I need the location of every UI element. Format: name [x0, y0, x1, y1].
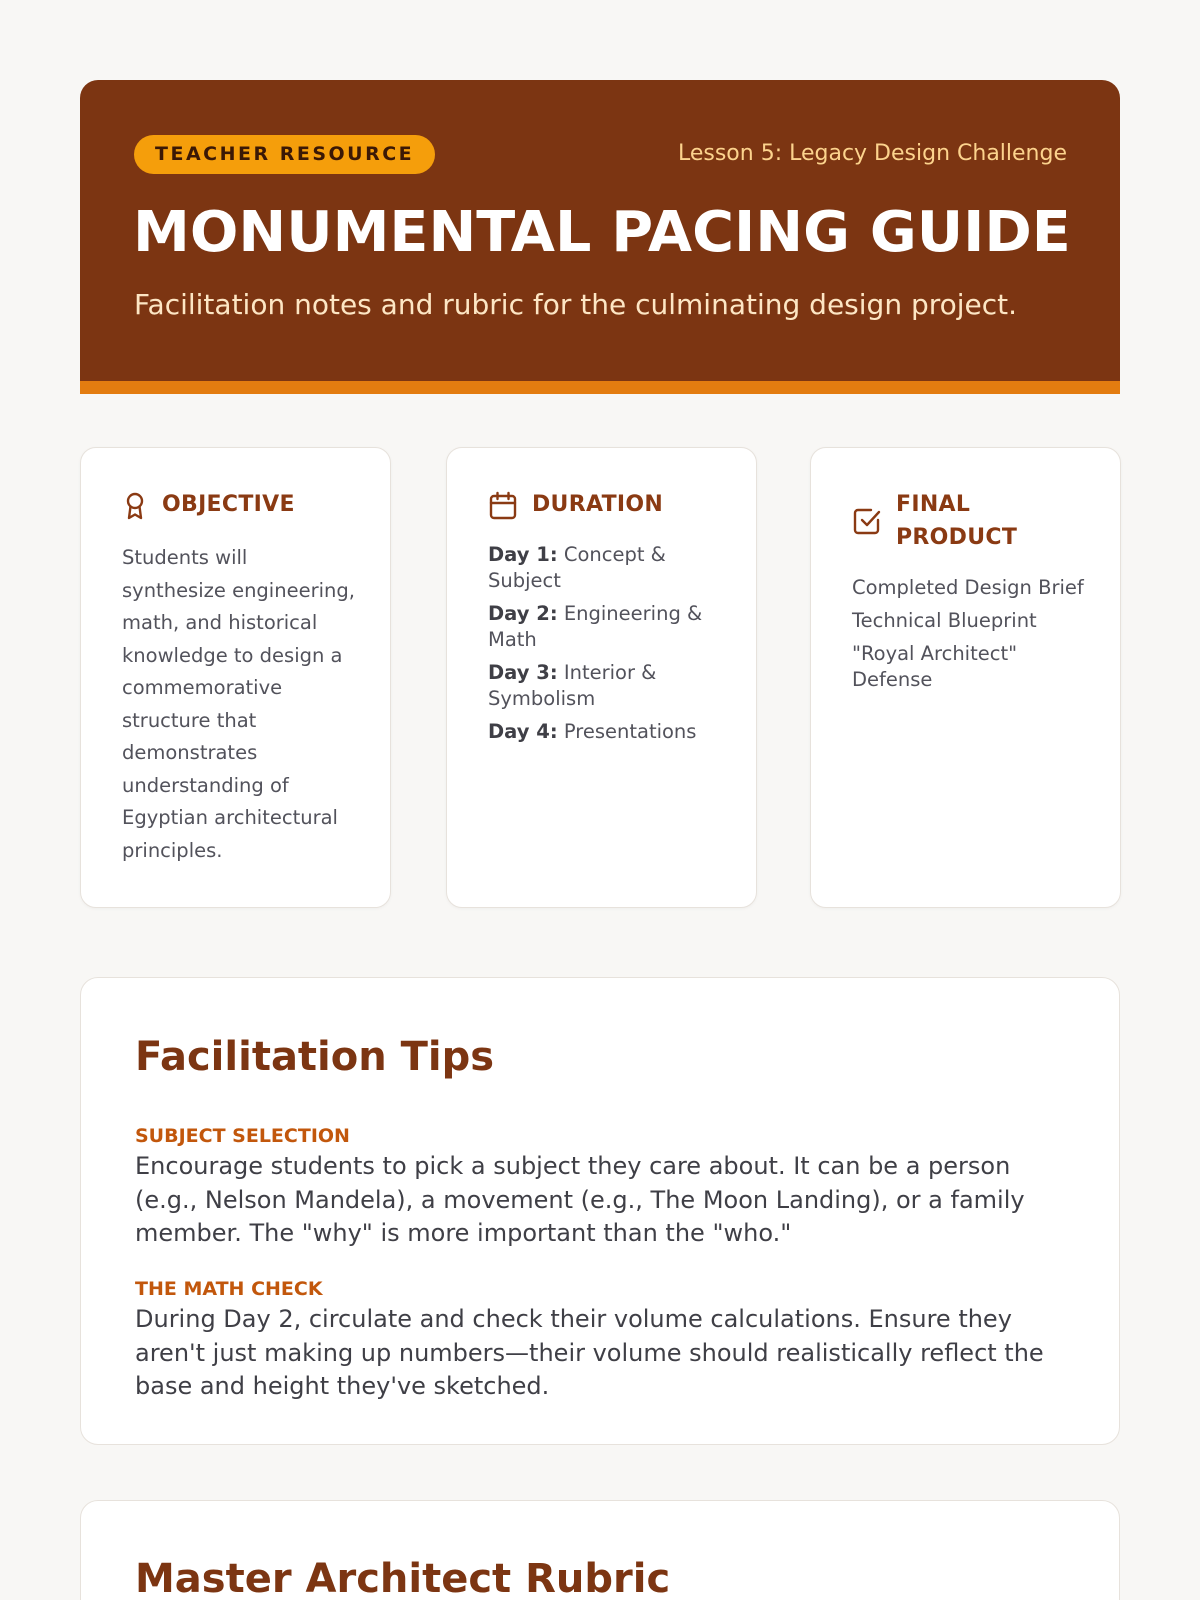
day-text: Presentations	[563, 720, 697, 743]
tip-label-subject-selection: SUBJECT SELECTION	[135, 1125, 350, 1147]
day-label: Day 1:	[488, 543, 558, 566]
objective-card-header	[122, 488, 370, 521]
day-text: Concept & Subject	[488, 543, 666, 592]
final-product-list	[852, 575, 1086, 700]
day-text: Engineering & Math	[488, 602, 703, 651]
duration-day-4	[488, 719, 722, 745]
duration-list	[488, 542, 722, 752]
day-label: Day 4:	[488, 720, 558, 743]
final-product-item: "Royal Architect" Defense	[852, 642, 1018, 691]
objective-text: Students will synthesize engineering, math, and historical knowledge to design a commemorative structure that demonstrates understanding of Egyptian architectural principles.	[122, 546, 355, 862]
tip-text-subject-selection: Encourage students to pick a subject they care about. It can be a person (e.g., Nelson Mandela), a movement (e.g., The Moon Landing), or a family member. The "why" is more important than the "who."	[135, 1152, 1025, 1247]
award-ribbon-icon	[122, 491, 148, 521]
duration-day-3	[488, 660, 722, 712]
facilitation-tips-section	[80, 977, 1120, 1445]
facilitation-tips-heading: Facilitation Tips	[135, 1034, 495, 1080]
final-product-card	[810, 447, 1121, 908]
lesson-label: Lesson 5: Legacy Design Challenge	[677, 141, 1067, 166]
final-product-title: FINAL PRODUCT	[896, 492, 1018, 550]
page-subtitle: Facilitation notes and rubric for the culminating design project.	[134, 288, 1018, 321]
final-product-item: Completed Design Brief	[852, 576, 1084, 599]
duration-card	[446, 447, 757, 908]
rubric-section	[80, 1500, 1120, 1600]
duration-card-header	[488, 488, 736, 521]
objective-card	[80, 447, 391, 908]
checkbox-icon	[852, 506, 882, 536]
rubric-heading: Master Architect Rubric	[135, 1556, 671, 1600]
tip-label-math-check: THE MATH CHECK	[135, 1278, 323, 1300]
duration-title: DURATION	[532, 492, 664, 517]
page-title: MONUMENTAL PACING GUIDE	[133, 200, 1071, 265]
day-label: Day 2:	[488, 602, 558, 625]
page-header	[80, 80, 1120, 394]
teacher-resource-badge: TEACHER RESOURCE	[134, 135, 435, 174]
day-label: Day 3:	[488, 661, 558, 684]
day-text: Interior & Symbolism	[488, 661, 657, 710]
objective-title: OBJECTIVE	[162, 492, 295, 517]
calendar-icon	[488, 491, 518, 521]
final-product-item: Technical Blueprint	[852, 609, 1037, 632]
final-product-card-header	[852, 488, 1100, 554]
tip-text-math-check: During Day 2, circulate and check their volume calculations. Ensure they aren't just making up numbers—their volume should realistically reflect the base and height they've sketched.	[135, 1305, 1044, 1400]
duration-day-2	[488, 601, 722, 653]
duration-day-1	[488, 542, 722, 594]
